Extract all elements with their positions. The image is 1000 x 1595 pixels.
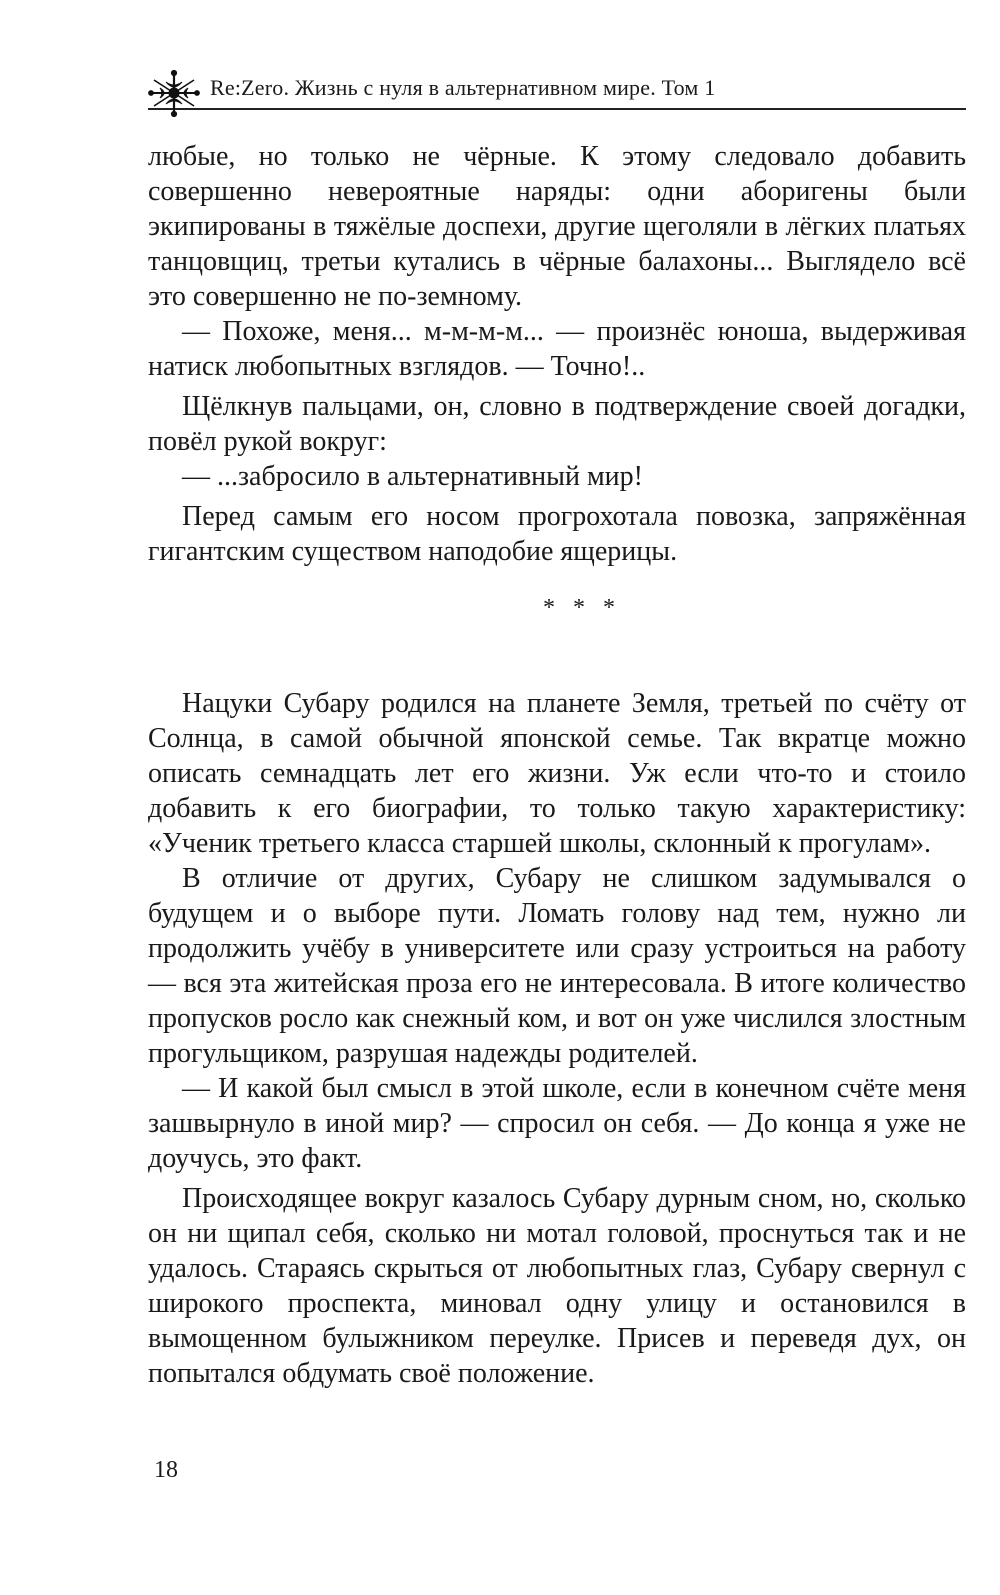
paragraph: Щёлкнув пальцами, он, словно в подтверждение своей догадки, повёл рукой вокруг: xyxy=(148,391,966,457)
paragraph: — Похоже, меня... м-м-м-м... — произнёс юноша, выдерживая натиск любопытных взглядов. — Точно!.. xyxy=(148,316,966,382)
paragraph: В отличие от других, Субару не слишком задумывался о будущем и о выборе пути. Ломать голову над тем, нужно ли продолжить учёбу в университете или сразу устроиться на работу — вся эта житейская проза его не интересовала. В итоге количество пропусков росло как снежный ком, и вот он уже числился злостным прогульщиком, разрушая надежды родителей. xyxy=(148,863,966,1069)
paragraph: — ...забросило в альтернативный мир! xyxy=(182,461,643,492)
paragraph: Происходящее вокруг казалось Субару дурным сном, но, сколько он ни щипал себя, сколько ни мотал головой, проснуться так и не удалось. Стараясь скрыться от любопытных глаз, Субару свернул с широкого проспекта, миновал одну улицу и остановился в вымощенном булыжником переулке. Присев и переведя дух, он попытался обдумать своё положение. xyxy=(148,1183,966,1389)
main-text xyxy=(148,139,966,1391)
page-number: 18 xyxy=(154,1457,178,1483)
running-header-title: Re:Zero. Жизнь с нуля в альтернативном мире. Том 1 xyxy=(210,75,716,100)
paragraph: Нацуки Субару родился на планете Земля, третьей по счёту от Солнца, в самой обычной японской семье. Так вкратце можно описать семнадцать лет его жизни. Уж если что-то и стоило добавить к его биографии, то только такую характеристику: «Ученик третьего класса старшей школы, склонный к прогулам». xyxy=(148,688,966,859)
paragraph: любые, но только не чёрные. К этому следовало добавить совершенно невероятные наряды: одни аборигены были экипированы в тяжёлые доспехи, другие щеголяли в лёгких платьях танцовщиц, третьи кутались в чёрные балахоны... Выглядело всё это совершенно не по-земному. xyxy=(148,141,966,312)
running-header xyxy=(148,70,966,110)
scene-break xyxy=(148,581,966,686)
paragraph: — И какой был смысл в этой школе, если в конечном счёте меня зашвырнуло в иной мир? — спросил он себя. — До конца я уже не доучусь, это факт. xyxy=(148,1073,966,1174)
fleuron-ornament-icon xyxy=(148,68,200,118)
paragraph: Перед самым его носом прогрохотала повозка, запряжённая гигантским существом наподобие ящерицы. xyxy=(148,501,966,567)
scene-break-asterisks: * * * xyxy=(543,595,621,621)
